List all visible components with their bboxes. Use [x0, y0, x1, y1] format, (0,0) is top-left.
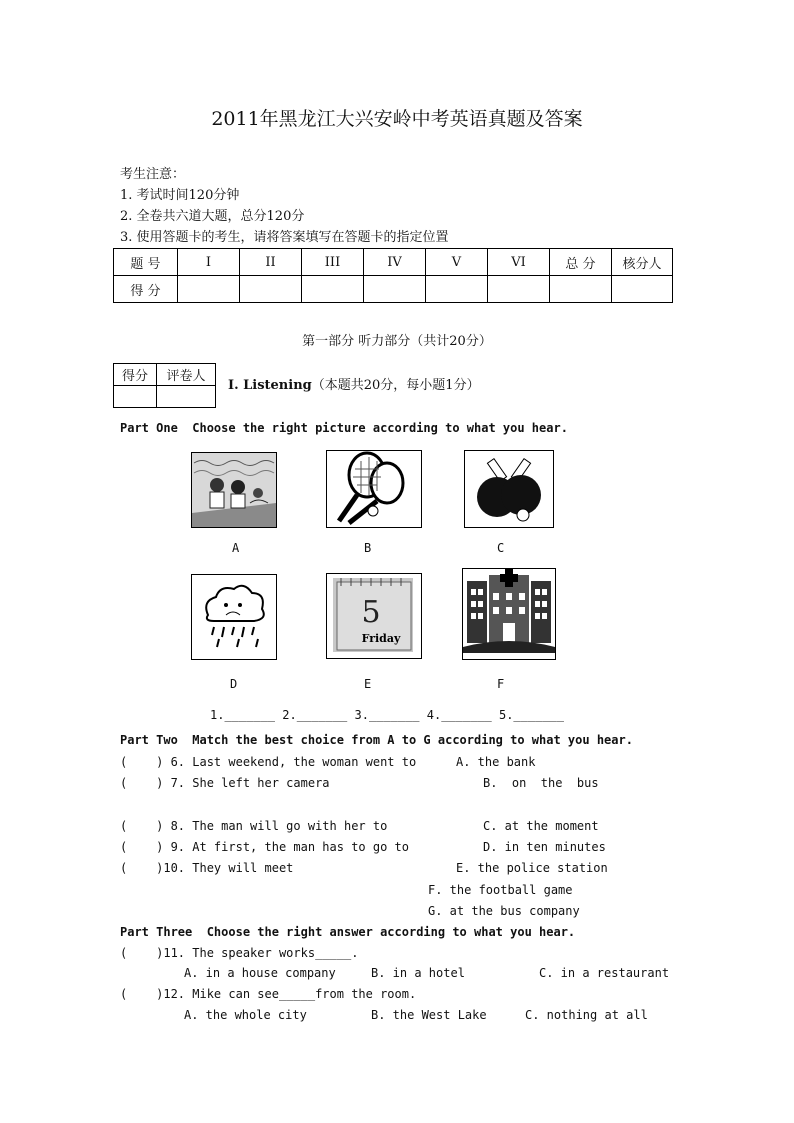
- notice-item: 1. 考试时间120分钟: [120, 188, 240, 203]
- hospital-icon: [463, 569, 555, 659]
- picture-label: E: [364, 677, 372, 691]
- score-cell: [426, 276, 488, 303]
- picture-label: A: [232, 541, 240, 555]
- score-header-cell: I: [178, 249, 240, 276]
- question-row: ( ) 7. She left her camera: [120, 776, 330, 790]
- notice-item: 2. 全卷共六道大题，总分120分: [120, 209, 305, 224]
- score-cell: [364, 276, 426, 303]
- score-header-cell: V: [426, 249, 488, 276]
- picture-d: [191, 574, 277, 660]
- picture-label: D: [230, 677, 238, 691]
- question-row: ( )12. Mike can see_____from the room.: [120, 987, 417, 1001]
- listening-label: I. Listening: [228, 378, 312, 393]
- listening-note: （本题共20分，每小题1分）: [311, 378, 480, 393]
- question-row: ( ) 6. Last weekend, the woman went to: [120, 755, 417, 769]
- picture-f: [462, 568, 556, 660]
- page-title: 2011年黑龙江大兴安岭中考英语真题及答案: [211, 108, 583, 130]
- notice-item: 3. 使用答题卡的考生，请将答案填写在答题卡的指定位置: [120, 230, 449, 245]
- picture-c: [464, 450, 554, 528]
- score-cell: [488, 276, 550, 303]
- answer-blanks: 1._______ 2._______ 3._______ 4._______ 5._______: [210, 708, 565, 722]
- listening-title: [228, 374, 480, 393]
- score-header-cell: 总 分: [550, 249, 612, 276]
- score-cell: [240, 276, 302, 303]
- score-table: [113, 248, 673, 303]
- score-cell: [178, 276, 240, 303]
- option-b: B. in a hotel: [371, 966, 465, 980]
- tennis-rackets-icon: [327, 451, 421, 527]
- calendar-day-text: Friday: [361, 632, 401, 645]
- option-a: A. the whole city: [184, 1008, 307, 1022]
- question-row: ( ) 8. The man will go with her to: [120, 819, 388, 833]
- score-header-cell: 题 号: [114, 249, 178, 276]
- score-header-cell: III: [302, 249, 364, 276]
- grader-cell: [157, 386, 216, 408]
- grader-name-label: 评卷人: [157, 364, 216, 386]
- grader-table: [113, 363, 216, 408]
- choice-item: B. on the bus: [483, 776, 599, 790]
- section-title: 第一部分 听力部分（共计20分）: [302, 334, 492, 349]
- picture-label: F: [497, 677, 505, 691]
- picture-label: B: [364, 541, 372, 555]
- part-two-heading: Part Two Match the best choice from A to G according to what you hear.: [120, 733, 633, 747]
- notice-heading: 考生注意：: [120, 167, 186, 182]
- score-header-cell: II: [240, 249, 302, 276]
- option-a: A. in a house company: [184, 966, 336, 980]
- score-header-cell: IV: [364, 249, 426, 276]
- option-b: B. the West Lake: [371, 1008, 487, 1022]
- part-one-heading: Part One Choose the right picture according to what you hear.: [120, 421, 568, 435]
- score-row-label: 得 分: [114, 276, 178, 303]
- grader-score-label: 得分: [114, 364, 157, 386]
- choice-item: G. at the bus company: [428, 904, 580, 918]
- choice-item: C. at the moment: [483, 819, 599, 833]
- swimming-people-icon: [192, 453, 276, 527]
- choice-item: F. the football game: [428, 883, 573, 897]
- score-cell: [550, 276, 612, 303]
- question-row: ( ) 9. At first, the man has to go to: [120, 840, 409, 854]
- option-c: C. in a restaurant: [539, 966, 670, 980]
- option-c: C. nothing at all: [525, 1008, 648, 1022]
- score-header-cell: VI: [488, 249, 550, 276]
- picture-label: C: [497, 541, 505, 555]
- part-three-heading: Part Three Choose the right answer according to what you hear.: [120, 925, 576, 939]
- ping-pong-paddles-icon: [465, 451, 553, 527]
- calendar-friday-icon: [327, 574, 421, 658]
- choice-item: A. the bank: [456, 755, 536, 769]
- picture-a: [191, 452, 277, 528]
- picture-e: [326, 573, 422, 659]
- picture-b: [326, 450, 422, 528]
- svg-text:5: 5: [361, 595, 381, 630]
- score-header-cell: 核分人: [612, 249, 673, 276]
- score-cell: [302, 276, 364, 303]
- question-row: ( )10. They will meet: [120, 861, 294, 875]
- question-row: ( )11. The speaker works_____.: [120, 946, 359, 960]
- score-cell: [612, 276, 673, 303]
- grader-cell: [114, 386, 157, 408]
- choice-item: D. in ten minutes: [483, 840, 606, 854]
- choice-item: E. the police station: [456, 861, 608, 875]
- rain-cloud-icon: [192, 575, 276, 659]
